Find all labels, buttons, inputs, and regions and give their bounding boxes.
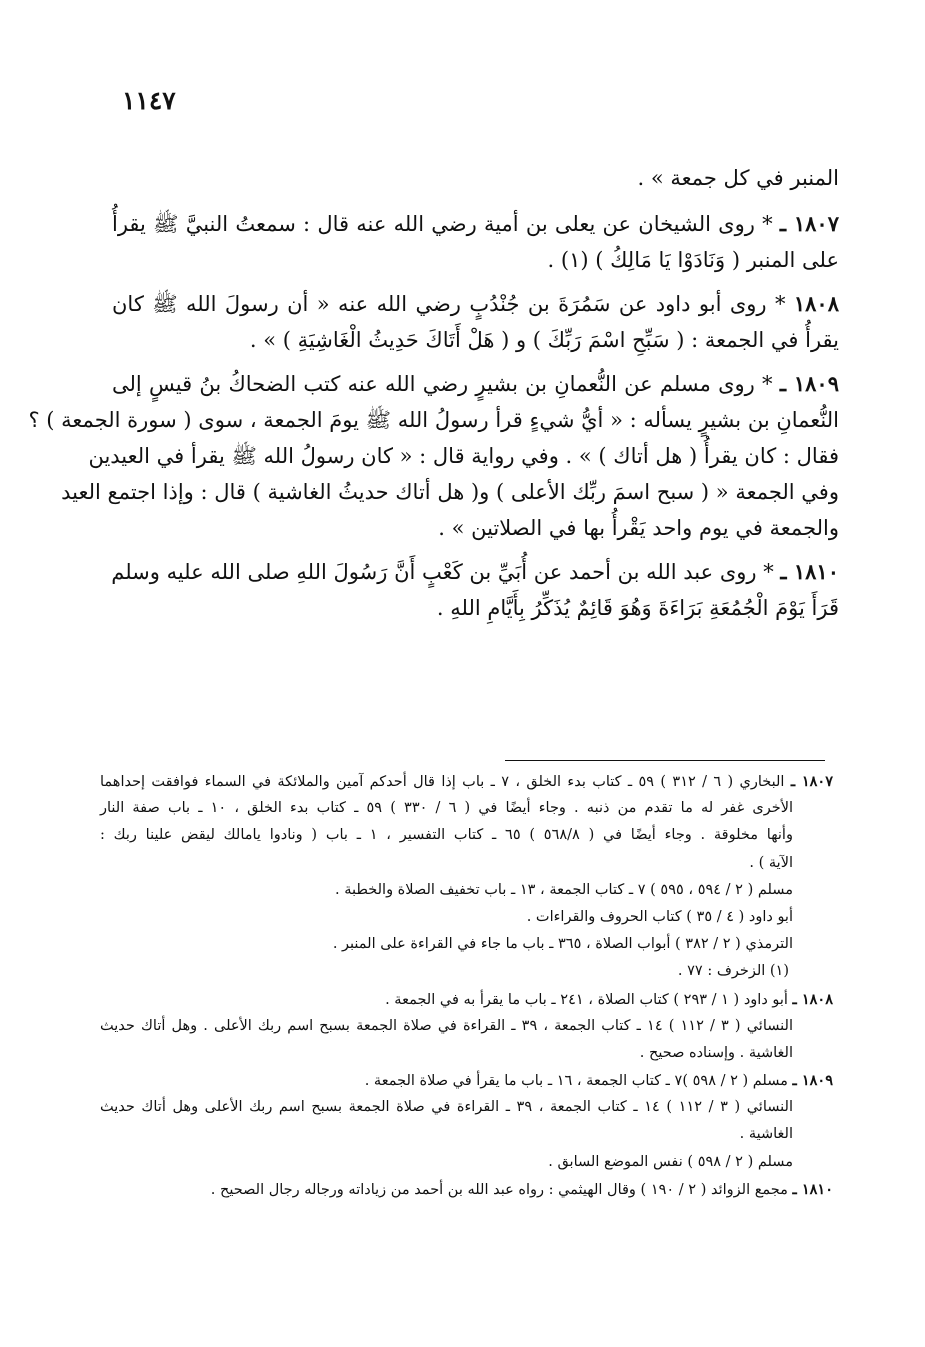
text-line: المنبر في كل جمعة » . [637, 166, 839, 190]
main-text [28, 160, 839, 634]
footnote-line: مسلم ( ٢ / ٥٩٤ ، ٥٩٥ ) ٧ ـ كتاب الجمعة ، ١٣ ـ باب تخفيف الصلاة والخطبة . [335, 881, 793, 898]
hadith-number: ١٨٠٨ [793, 291, 839, 316]
text-span: * روى أبو داود عن سَمُرَةَ بن جُنْدُبٍ رضي الله عنه « أن رسولَ الله ﷺ كان [112, 292, 786, 316]
text-span: * روى مسلم عن النُّعمانِ بن بشيرٍ رضي الله عنه كتب الضحاكُ بنُ قيسٍ إلى [112, 372, 773, 396]
footnote-line: الغاشية . وإسناده صحيح . [639, 1044, 793, 1061]
text-line: وفي الجمعة « ( سبح اسمَ ربِّك الأعلى ) و( هل أتاك حديثُ الغاشية ) قال : وإذا اجتمع العيد [61, 480, 839, 504]
text-line: يقرأُ في الجمعة : ( سَبِّحِ اسْمَ رَبِّكَ ) و ( هَلْ أَتَاكَ حَدِيثُ الْغَاشِيَةِ ) » . [249, 328, 839, 352]
text-span: مجمع الزوائد ( ٢ / ١٩٠ ) وقال الهيثمي : رواه عبد الله بن أحمد من زياداته ورجاله رجال الصحيح . [210, 1181, 788, 1198]
text-span: * روى الشيخان عن يعلى بن أمية رضي الله عنه قال : سمعتُ النبيَّ ﷺ يقرأُ [112, 212, 773, 236]
footnote-line: الأخرى غفر له ما تقدم من ذنبه . وجاء أيضًا في ( ٦ / ٣٣٠ ) ٥٩ ـ كتاب بدء الخلق ، ١٠ ـ باب صفة النار [100, 800, 793, 817]
text-line [112, 206, 839, 242]
footnote-line: وأنها مخلوقة . وجاء أيضًا في ( ٥٦٨/٨ ) ٦٥ ـ كتاب التفسير ، ١ ـ باب ( ونادوا يامالك ليقض علينا ربك : [100, 827, 793, 844]
footnote-line: مسلم ( ٢ / ٥٩٨ ) نفس الموضع السابق . [548, 1153, 793, 1170]
footnote-divider [505, 760, 825, 761]
text-line [112, 554, 839, 590]
paragraph-1810 [112, 554, 839, 626]
footnote-number: ١٨٠٧ ـ [790, 773, 833, 790]
paragraph-1808 [112, 286, 839, 358]
text-line: على المنبر ( وَنَادَوْا يَا مَالِكُ ) (١) . [547, 248, 839, 272]
footnote-line: (١) الزخرف : ٧٧ . [677, 963, 789, 980]
page-number: ١١٤٧ [122, 86, 176, 115]
paragraph-1809 [28, 366, 839, 546]
footnote-line: أبو داود ( ٤ / ٣٥ ) كتاب الحروف والقراءات . [526, 908, 793, 925]
text-line: النُّعمانِ بن بشيرٍ يسأله : « أيُّ شيءٍ قرأ رسولُ الله ﷺ يومَ الجمعة ، سوى ( سورة الجمعة ) ؟ [28, 408, 839, 432]
paragraph-1807 [112, 206, 839, 278]
footnote-line [100, 768, 833, 795]
paragraph-intro [112, 160, 839, 196]
footnote-line: النسائي ( ٣ / ١١٢ ) ١٤ ـ كتاب الجمعة ، ٣٩ ـ القراءة في صلاة الجمعة بسبح اسم ربك الأعلى . وهل أتاك حديث [100, 1017, 793, 1034]
hadith-number: ١٨٠٧ ـ [779, 211, 839, 236]
footnote-line: الترمذي ( ٢ / ٣٨٢ ) أبواب الصلاة ، ٣٦٥ ـ باب ما جاء في القراءة على المنبر . [332, 936, 793, 953]
footnote-number: ١٨٠٩ ـ [792, 1072, 833, 1090]
footnote-line: الآية ) . [749, 854, 793, 871]
footnote-line: الغاشية . [739, 1126, 793, 1143]
hadith-number: ١٨١٠ ـ [780, 559, 839, 584]
text-line: فقال : كان يقرأُ ( هل أتاك ) » . وفي رواية قال : « كان رسولُ الله ﷺ يقرأ في العيدين [88, 444, 839, 468]
footnote-line [100, 1067, 833, 1094]
text-line: والجمعة في يوم واحد يَقْرأُ بها في الصلاتين » . [438, 516, 839, 540]
footnote-number: ١٨١٠ ـ [792, 1180, 833, 1198]
text-line [112, 366, 839, 402]
text-span: أبو داود ( ١ / ٢٩٣ ) كتاب الصلاة ، ٢٤١ ـ باب ما يقرأ به في الجمعة . [385, 991, 788, 1008]
footnote-line [100, 986, 833, 1013]
text-span: مسلم ( ٢ / ٥٩٨ )٧ ـ كتاب الجمعة ، ١٦ ـ باب ما يقرأ في صلاة الجمعة . [364, 1073, 788, 1090]
text-line: قَرَأَ يَوْمَ الْجُمُعَةِ بَرَاءَةَ وَهُوَ قَائِمٌ يُذَكِّرُ بِأَيَّامِ اللهِ . [436, 596, 839, 620]
footnote-line [100, 1176, 833, 1203]
footnote-line: النسائي ( ٣ / ١١٢ ) ١٤ ـ كتاب الجمعة ، ٣٩ ـ القراءة في صلاة الجمعة بسبح اسم ربك الأعلى وهل أتاك حديث [100, 1099, 794, 1116]
footnotes [100, 768, 833, 1203]
text-span: * روى عبد الله بن أحمد عن أُبَيِّ بن كَعْبٍ أَنَّ رَسُولَ اللهِ صلى الله عليه وسلم [111, 560, 774, 584]
text-span: البخاري ( ٦ / ٣١٢ ) ٥٩ ـ كتاب بدء الخلق ، ٧ ـ باب إذا قال أحدكم آمين والملائكة في السماء فوافقت إحداهما [100, 774, 785, 790]
footnote-number: ١٨٠٨ ـ [792, 990, 833, 1008]
text-line [112, 286, 839, 322]
hadith-number: ١٨٠٩ ـ [779, 371, 839, 396]
